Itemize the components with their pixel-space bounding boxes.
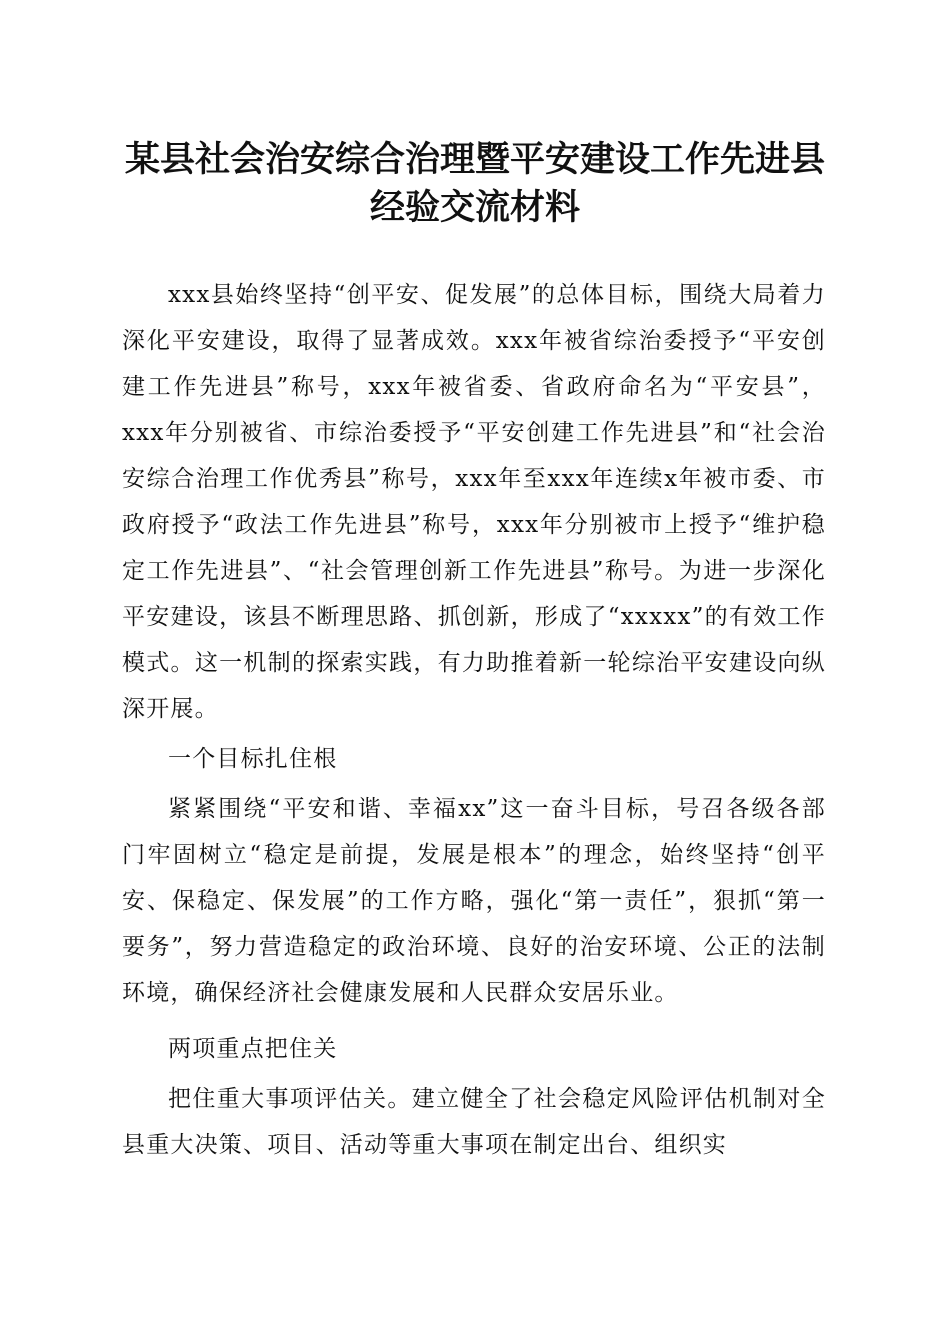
document-title-line-1: 某县社会治安综合治理暨平安建设工作先进县 <box>124 139 825 180</box>
document-title-line-2: 经验交流材料 <box>369 187 580 228</box>
intro-paragraph: xxx县始终坚持“创平安、促发展”的总体目标，围绕大局着力深化平安建设，取得了显著成效。xxx年被省综治委授予“平安创建工作先进县”称号，xxx年被省委、省政府命名为“平安县”，xxx年分别被省、市综治委授予“平安创建工作先进县”和“社会治安综合治理工作优秀县”称号，xxx年至xxx年连续x年被市委、市政府授予“政法工作先进县”称号，xxx年分别被市上授予“维护稳定工作先进县”、“社会管理创新工作先进县”称号。为进一步深化平安建设，该县不断理思路、抓创新，形成了“xxxxx”的有效工作模式。这一机制的探索实践，有力助推着新一轮综治平安建设向纵深开展。 <box>122 282 826 722</box>
section-1-paragraph: 紧紧围绕“平安和谐、幸福xx”这一奋斗目标，号召各级各部门牢固树立“稳定是前提，发展是根本”的理念，始终坚持“创平安、保稳定、保发展”的工作方略，强化“第一责任”，狠抓“第一要务”，努力营造稳定的政治环境、良好的治安环境、公正的法制环境，确保经济社会健康发展和人民群众安居乐业。 <box>122 796 826 1006</box>
spacer <box>122 1016 826 1026</box>
section-heading-2: 两项重点把住关 <box>168 1036 338 1062</box>
section-heading-1: 一个目标扎住根 <box>168 746 338 772</box>
document-body <box>122 272 826 1168</box>
section-2-paragraph: 把住重大事项评估关。建立健全了社会稳定风险评估机制对全县重大决策、项目、活动等重大事项在制定出台、组织实 <box>122 1086 826 1158</box>
